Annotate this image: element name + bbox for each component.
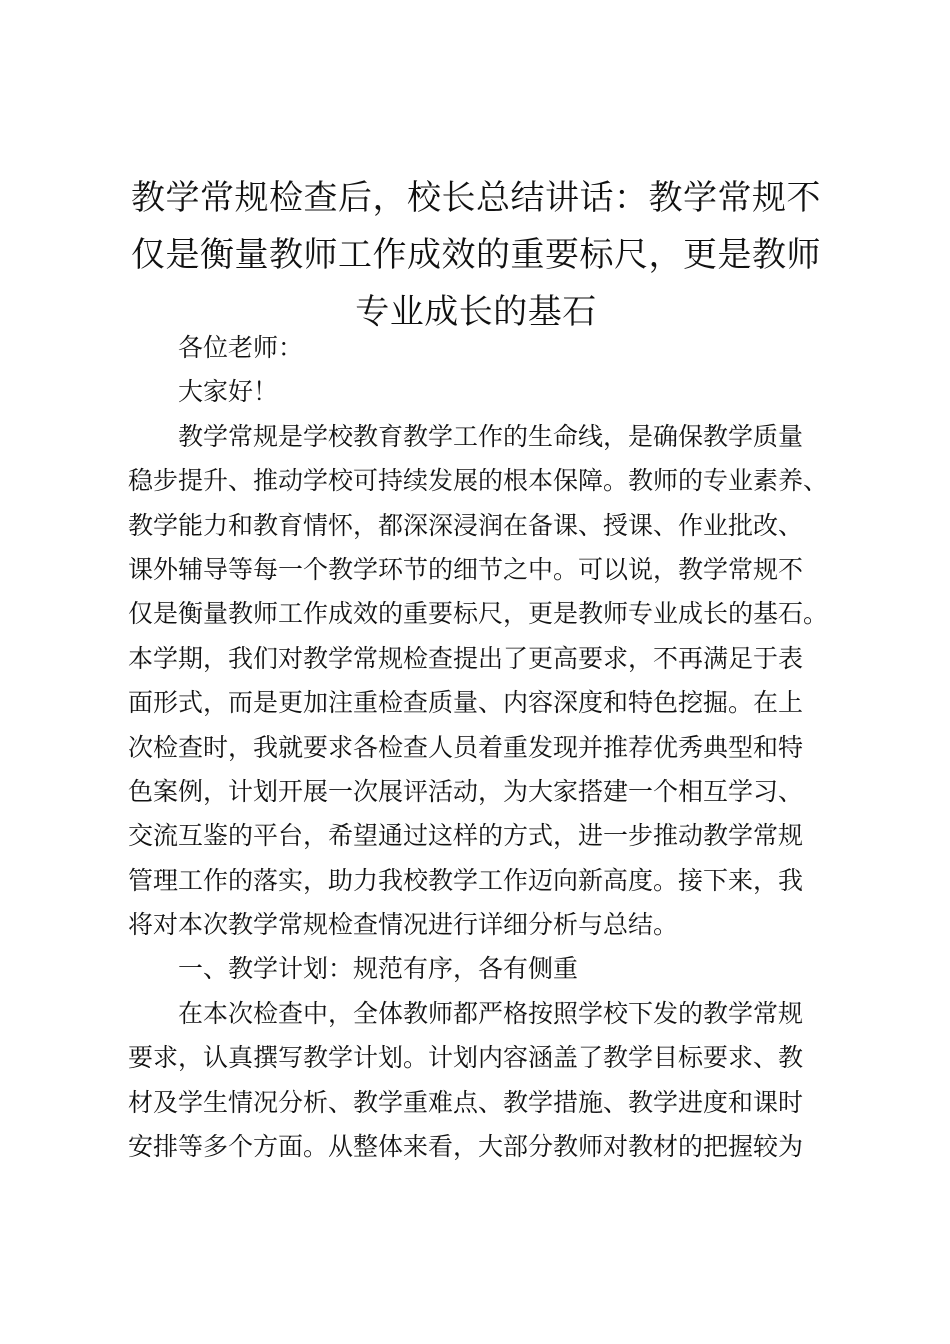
document-body (128, 326, 848, 1169)
title-line-2: 仅是衡量教师工作成效的重要标尺，更是教师 (131, 235, 821, 275)
title-line-3: 专业成长的基石 (355, 292, 597, 332)
paragraph-line: 次检查时，我就要求各检查人员着重发现并推荐优秀典型和特 (128, 732, 804, 762)
paragraph-line: 课外辅导等每一个教学环节的细节之中。可以说，教学常规不 (128, 554, 804, 584)
paragraph-1 (128, 415, 848, 948)
title-line-1: 教学常规检查后，校长总结讲话：教学常规不 (131, 178, 821, 218)
paragraph-line: 稳步提升、推动学校可持续发展的根本保障。教师的专业素养、 (128, 466, 829, 496)
paragraph-line: 将对本次教学常规检查情况进行详细分析与总结。 (128, 910, 679, 940)
salutation: 各位老师： (178, 333, 304, 362)
paragraph-2 (128, 992, 848, 1170)
paragraph-line: 色案例，计划开展一次展评活动，为大家搭建一个相互学习、 (128, 776, 804, 806)
paragraph-line: 教学常规是学校教育教学工作的生命线，是确保教学质量 (178, 421, 804, 451)
paragraph-line: 仅是衡量教师工作成效的重要标尺，更是教师专业成长的基石。 (128, 599, 829, 629)
paragraph-line: 本学期，我们对教学常规检查提出了更高要求，不再满足于表 (128, 643, 804, 673)
paragraph-line: 要求，认真撰写教学计划。计划内容涵盖了教学目标要求、教 (128, 1043, 804, 1073)
greeting: 大家好！ (178, 377, 279, 407)
paragraph-line: 在本次检查中，全体教师都严格按照学校下发的教学常规 (178, 998, 804, 1028)
paragraph-line: 材及学生情况分析、教学重难点、教学措施、教学进度和课时 (128, 1087, 804, 1117)
paragraph-line: 交流互鉴的平台，希望通过这样的方式，进一步推动教学常规 (128, 821, 804, 851)
paragraph-line: 安排等多个方面。从整体来看，大部分教师对教材的把握较为 (128, 1132, 804, 1162)
paragraph-line: 面形式，而是更加注重检查质量、内容深度和特色挖掘。在上 (128, 688, 804, 718)
paragraph-line: 管理工作的落实，助力我校教学工作迈向新高度。接下来，我 (128, 865, 804, 895)
section-heading: 一、教学计划：规范有序，各有侧重 (178, 954, 579, 984)
document-title (118, 170, 834, 341)
paragraph-line: 教学能力和教育情怀，都深深浸润在备课、授课、作业批改、 (128, 510, 804, 540)
